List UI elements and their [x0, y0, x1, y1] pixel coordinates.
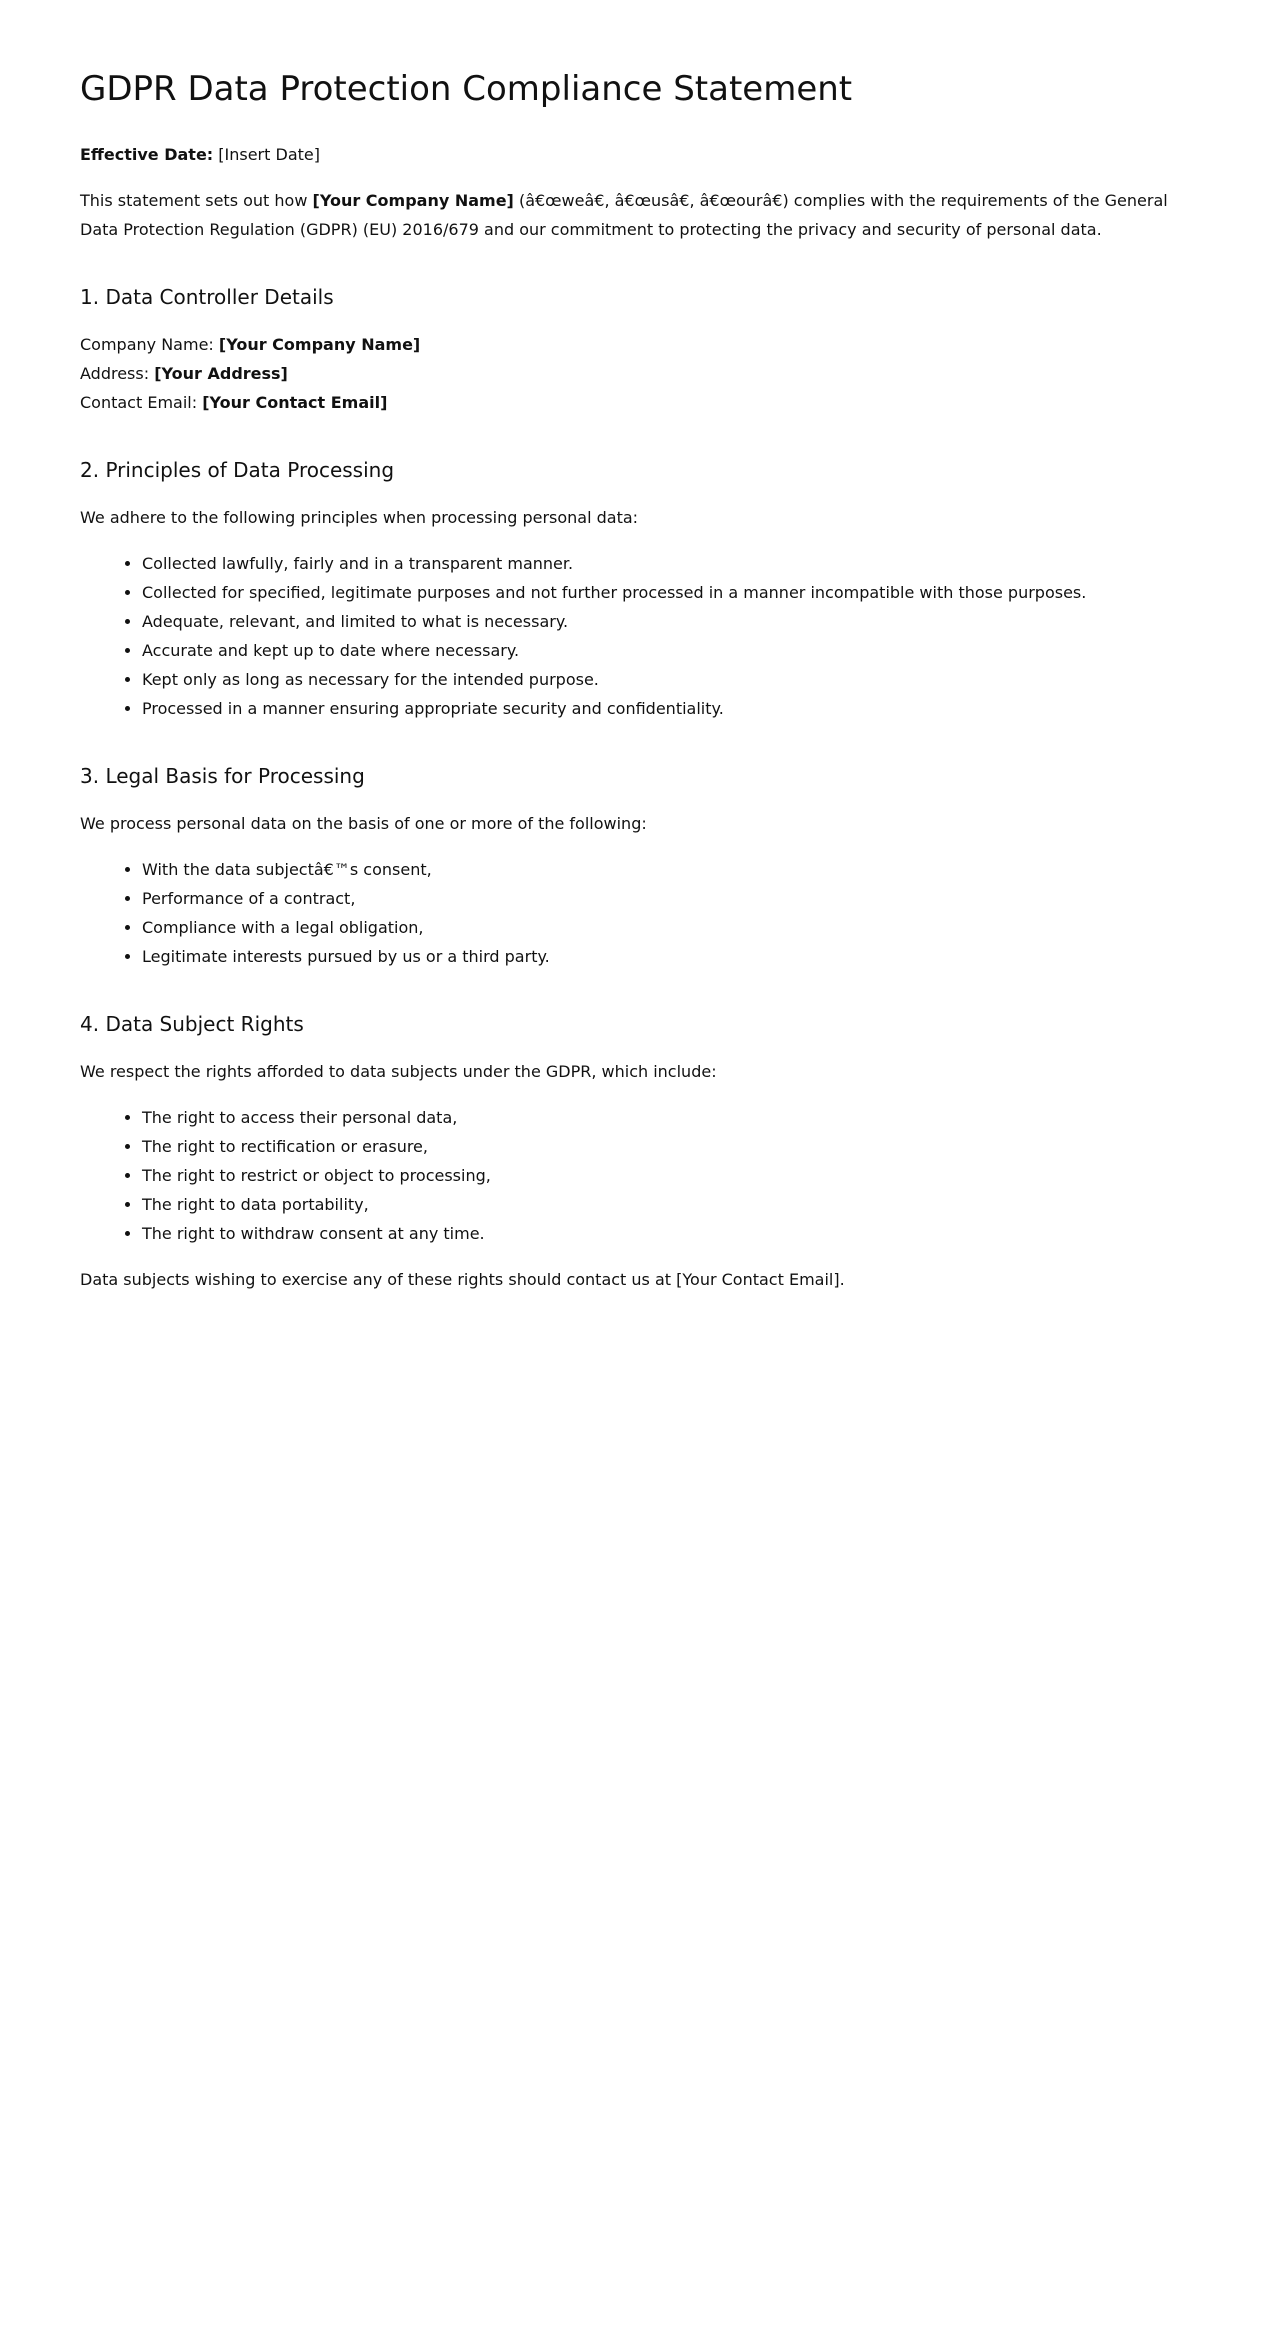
- controller-address-value: [Your Address]: [154, 364, 288, 383]
- controller-address-line: [80, 359, 1183, 388]
- controller-email-label: Contact Email:: [80, 393, 203, 412]
- rights-list: [80, 1103, 1183, 1248]
- list-item: • Adequate, relevant, and limited to what is necessary.: [142, 607, 1183, 636]
- section-heading-principles: 2. Principles of Data Processing: [80, 458, 395, 482]
- controller-company-value: [Your Company Name]: [218, 335, 421, 354]
- list-item: • Accurate and kept up to date where necessary.: [142, 636, 1183, 665]
- intro-paragraph: [80, 186, 1183, 244]
- controller-address-label: Address:: [80, 364, 155, 383]
- section-heading-rights: 4. Data Subject Rights: [80, 1012, 304, 1036]
- list-item: • Processed in a manner ensuring appropriate security and confidentiality.: [142, 694, 1183, 723]
- legal-basis-intro: We process personal data on the basis of one or more of the following:: [80, 814, 647, 833]
- section-heading-legal-basis: 3. Legal Basis for Processing: [80, 764, 365, 788]
- list-item: • Compliance with a legal obligation,: [142, 913, 1183, 942]
- intro-before: This statement sets out how: [80, 191, 313, 210]
- list-item: • Collected lawfully, fairly and in a transparent manner.: [142, 549, 1183, 578]
- effective-date-value: [Insert Date]: [213, 145, 320, 164]
- section-heading-controller: 1. Data Controller Details: [80, 285, 334, 309]
- list-item: • The right to restrict or object to processing,: [142, 1161, 1183, 1190]
- effective-date: [80, 140, 1183, 169]
- list-item: • The right to access their personal data,: [142, 1103, 1183, 1132]
- document-title: GDPR Data Protection Compliance Statement: [80, 69, 853, 109]
- rights-intro: We respect the rights afforded to data subjects under the GDPR, which include:: [80, 1062, 717, 1081]
- list-item: • Legitimate interests pursued by us or a third party.: [142, 942, 1183, 971]
- legal-basis-list: [80, 855, 1183, 971]
- effective-date-label: Effective Date:: [80, 145, 214, 164]
- list-item: • Kept only as long as necessary for the intended purpose.: [142, 665, 1183, 694]
- principles-intro: We adhere to the following principles when processing personal data:: [80, 508, 639, 527]
- controller-details: [80, 330, 1183, 417]
- principles-list: [80, 549, 1183, 723]
- intro-after: (â€œweâ€, â€œusâ€, â€œourâ€) complies with the requirements of the General Data Protection Regulation (GDPR) (EU) 2016/679 and our commitment to protecting the privacy and security of personal data.: [80, 191, 1168, 239]
- list-item: • With the data subjectâ€™s consent,: [142, 855, 1183, 884]
- controller-email-value: [Your Contact Email]: [202, 393, 388, 412]
- controller-company-line: [80, 330, 1183, 359]
- intro-company: [Your Company Name]: [312, 191, 514, 210]
- rights-closing: Data subjects wishing to exercise any of these rights should contact us at [Your Contact Email].: [80, 1270, 845, 1289]
- list-item: • The right to withdraw consent at any time.: [142, 1219, 1183, 1248]
- controller-email-line: [80, 388, 1183, 417]
- list-item: • The right to rectification or erasure,: [142, 1132, 1183, 1161]
- list-item: • The right to data portability,: [142, 1190, 1183, 1219]
- list-item: • Performance of a contract,: [142, 884, 1183, 913]
- controller-company-label: Company Name:: [80, 335, 219, 354]
- list-item: • Collected for specified, legitimate purposes and not further processed in a manner incompatible with those purposes.: [142, 578, 1183, 607]
